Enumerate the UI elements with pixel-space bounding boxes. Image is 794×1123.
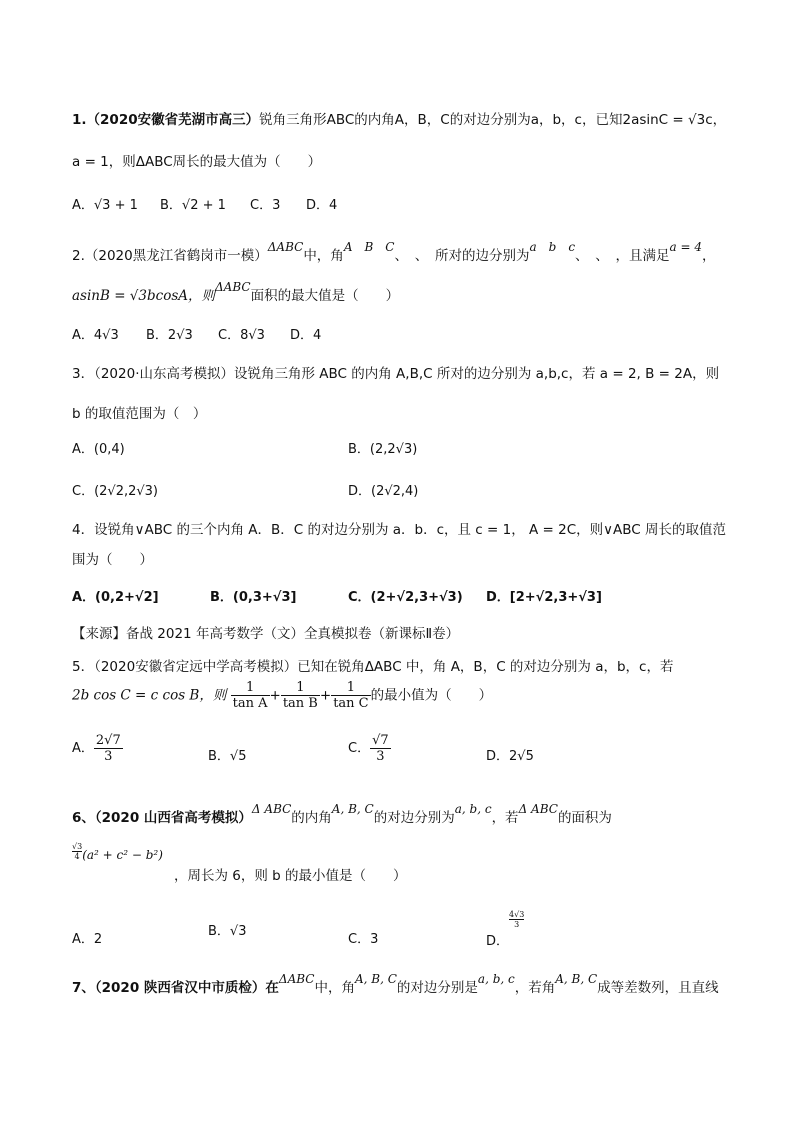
q7-angles: A, B, C bbox=[354, 972, 397, 986]
q7-sides: a, b, c bbox=[477, 972, 515, 986]
q2-angles: A B C bbox=[343, 240, 395, 254]
q2-text-b: 中，角 bbox=[303, 248, 344, 264]
q6-option-d bbox=[486, 910, 525, 949]
q5-option-a-den: 3 bbox=[104, 749, 113, 764]
q6-line1 bbox=[72, 802, 612, 826]
q3-option-b: B．(2,2√3) bbox=[348, 442, 418, 457]
q6-option-a: A．2 bbox=[72, 932, 103, 947]
q6-text-d: ，若 bbox=[491, 810, 519, 826]
q6-triangle: Δ ABC bbox=[251, 802, 292, 816]
q6-option-c: C．3 bbox=[348, 932, 379, 947]
q1-option-b: B．√2 + 1 bbox=[160, 198, 226, 213]
q1-option-d: D．4 bbox=[306, 198, 338, 213]
q5-line1: 5．（2020安徽省定远中学高考模拟）已知在锐角ΔABC 中，角 A，B，C 的对边分别为 a，b，c，若 bbox=[72, 659, 674, 675]
q5-option-a bbox=[72, 733, 123, 764]
q6-area bbox=[72, 842, 163, 863]
q2-text-2b: 面积的最大值是（ ） bbox=[250, 288, 400, 304]
q6-triangle-2: Δ ABC bbox=[518, 802, 558, 816]
q5-frac-b-den: tan B bbox=[282, 696, 318, 711]
q5-plus-1: + bbox=[269, 687, 281, 704]
q5-option-a-frac bbox=[94, 733, 123, 764]
q5-option-c-num: √7 bbox=[372, 733, 389, 748]
q1-option-c: C．3 bbox=[250, 198, 281, 213]
q6-option-b: B．√3 bbox=[208, 924, 247, 939]
q5-frac-c-num: 1 bbox=[331, 680, 370, 696]
q5-option-b: B．√5 bbox=[208, 749, 247, 764]
q6-area-frac bbox=[72, 842, 82, 861]
q5-option-c bbox=[348, 733, 391, 764]
q1-stem-1: 锐角三角形ABC的内角A，B，C的对边分别为a，b，c，已知2asinC = √3c， bbox=[259, 112, 727, 128]
q2-line2 bbox=[72, 280, 400, 304]
q5-equation: 2b cos C = c cos B，则 bbox=[72, 687, 227, 704]
q6-area-den: 4 bbox=[74, 852, 80, 861]
q3-option-c: C．(2√2,2√3) bbox=[72, 484, 159, 499]
q4-option-d: D．[2+√2,3+√3] bbox=[486, 590, 602, 605]
q2-triangle-2: ΔABC bbox=[215, 280, 251, 294]
q1-source: （2020安徽省芜湖市高三） bbox=[86, 112, 260, 128]
q6-line2: ，周长为 6，则 b 的最小值是（ ） bbox=[174, 868, 407, 884]
q4-line1: 4．设锐角∨ABC 的三个内角 A．B．C 的对边分别为 a．b．c，且 c = 1， A = 2C，则∨ABC 周长的取值范 bbox=[72, 522, 726, 538]
q3-option-d: D．(2√2,4) bbox=[348, 484, 419, 499]
q6-text-b: 的内角 bbox=[291, 810, 332, 826]
q1-line1 bbox=[72, 108, 726, 128]
q6-area-num: √3 bbox=[72, 842, 83, 851]
q2-source: 2.（2020黑龙江省鹤岗市一模） bbox=[72, 248, 268, 264]
q2-option-b: B．2√3 bbox=[146, 328, 193, 343]
q1-line2: a = 1，则ΔABC周长的最大值为（ ） bbox=[72, 154, 322, 170]
q4-option-b: B．(0,3+√3] bbox=[210, 590, 297, 605]
q7-text-b: 中，角 bbox=[314, 980, 355, 996]
q2-sides: a b c bbox=[529, 240, 576, 254]
q1-option-a: A．√3 + 1 bbox=[72, 198, 138, 213]
q5-option-c-frac bbox=[370, 733, 391, 764]
q5-frac-c-den: tan C bbox=[333, 696, 369, 711]
q5-option-a-num: 2√7 bbox=[95, 733, 121, 748]
q3-option-a: A．(0,4) bbox=[72, 442, 125, 457]
q5-frac-b-num: 1 bbox=[281, 680, 320, 696]
q5-line2 bbox=[72, 680, 492, 711]
q2-text-c: 、 、 所对的边分别为 bbox=[394, 248, 530, 264]
q6-option-d-label: D． bbox=[486, 934, 510, 949]
q2-option-c: C．8√3 bbox=[218, 328, 265, 343]
q2-condition: a = 4 bbox=[669, 240, 703, 254]
q2-triangle: ΔABC bbox=[267, 240, 304, 254]
q5-option-c-label: C． bbox=[348, 741, 371, 756]
q4-line2: 围为（ ） bbox=[72, 552, 153, 568]
q6-source: 6、（2020 山西省高考模拟） bbox=[72, 810, 252, 826]
q6-angles: A, B, C bbox=[331, 802, 374, 816]
q7-text-c: 的对边分别是 bbox=[396, 980, 478, 996]
q5-option-c-den: 3 bbox=[376, 749, 385, 764]
q7-triangle: ΔABC bbox=[278, 972, 315, 986]
q5-option-a-label: A． bbox=[72, 741, 94, 756]
q7-line1 bbox=[72, 972, 719, 996]
q6-sides: a, b, c bbox=[454, 802, 492, 816]
q6-option-d-num: 4√3 bbox=[509, 910, 525, 919]
q3-line1: 3．（2020·山东高考模拟）设锐角三角形 ABC 的内角 A,B,C 所对的边分别为 a,b,c，若 a = 2, B = 2A，则 bbox=[72, 366, 720, 382]
q2-text-e: ， bbox=[702, 248, 716, 264]
q2-line1 bbox=[72, 240, 716, 264]
q2-text-d: 、 、 ，且满足 bbox=[575, 248, 670, 264]
q3-line2: b 的取值范围为（ ） bbox=[72, 406, 207, 422]
q6-option-d-frac bbox=[509, 910, 524, 929]
q2-equation: asinB = √3bcosA，则 bbox=[72, 288, 216, 304]
q1-label: 1. bbox=[72, 112, 87, 128]
q6-text-e: 的面积为 bbox=[557, 810, 612, 826]
q6-area-expr: (a² + c² − b²) bbox=[82, 848, 163, 862]
q7-text-d: ，若角 bbox=[514, 980, 556, 996]
q4-option-c: C．(2+√2,3+√3) bbox=[348, 590, 463, 605]
q7-source: 7、（2020 陕西省汉中市质检）在 bbox=[72, 980, 279, 996]
q6-option-d-den: 3 bbox=[514, 920, 520, 929]
q5-frac-a-num: 1 bbox=[231, 680, 270, 696]
q6-text-c: 的对边分别为 bbox=[373, 810, 455, 826]
q7-angles-2: A, B, C bbox=[555, 972, 598, 986]
q5-plus-2: + bbox=[319, 687, 332, 704]
q5-text-2b: 的最小值为（ ） bbox=[370, 687, 493, 704]
source-note: 【来源】备战 2021 年高考数学（文）全真模拟卷（新课标Ⅱ卷） bbox=[72, 626, 460, 642]
q2-option-d: D．4 bbox=[290, 328, 322, 343]
q7-text-e: 成等差数列，且直线 bbox=[597, 980, 719, 996]
q5-frac-c bbox=[331, 680, 370, 711]
q5-frac-b bbox=[281, 680, 320, 711]
q5-frac-a bbox=[231, 680, 270, 711]
q4-option-a: A．(0,2+√2] bbox=[72, 590, 159, 605]
q5-option-d: D．2√5 bbox=[486, 749, 534, 764]
q5-frac-a-den: tan A bbox=[232, 696, 268, 711]
q2-option-a: A．4√3 bbox=[72, 328, 119, 343]
